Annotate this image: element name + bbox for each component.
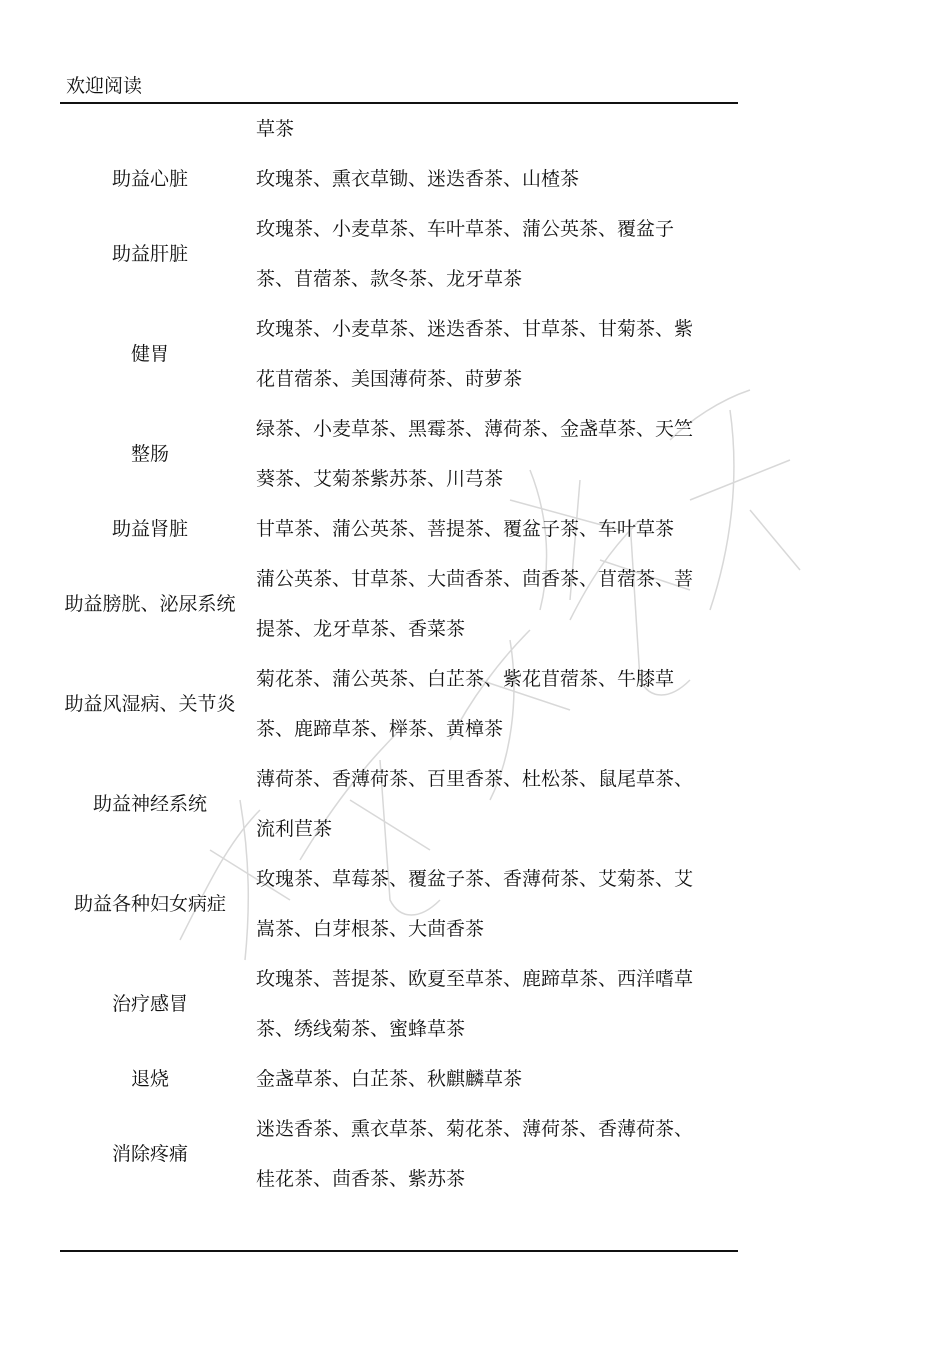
effect-cell — [60, 1104, 240, 1204]
table-row — [60, 854, 738, 954]
effect-cell — [60, 504, 240, 554]
teas-cell: 金盏草茶、白芷茶、秋麒麟草茶 — [256, 1068, 523, 1090]
table-row — [60, 954, 738, 1054]
effect-label: 退烧 — [130, 1068, 169, 1090]
effect-label: 消除疼痛 — [111, 1143, 188, 1165]
effect-cell — [60, 754, 240, 854]
teas-cell: 玫瑰茶、草莓茶、覆盆子茶、香薄荷茶、艾菊茶、艾嵩茶、白芽根茶、大茴香茶 — [256, 868, 694, 940]
teas-cell: 玫瑰茶、菩提茶、欧夏至草茶、鹿蹄草茶、西洋嗜草茶、绣线菊茶、蜜蜂草茶 — [256, 968, 694, 1040]
effect-label: 助益膀胱、泌尿系统 — [64, 593, 236, 615]
effect-cell — [60, 104, 240, 154]
effect-label: 助益肝脏 — [111, 243, 188, 265]
effect-label: 助益风湿病、关节炎 — [64, 693, 236, 715]
effect-label: 健胃 — [130, 343, 169, 365]
herbal-tea-table — [60, 104, 738, 1204]
teas-cell: 草茶 — [256, 118, 295, 140]
effect-label: 整肠 — [130, 443, 169, 465]
effect-cell — [60, 654, 240, 754]
table-row — [60, 404, 738, 504]
table-row — [60, 504, 738, 554]
effect-cell — [60, 1054, 240, 1104]
teas-cell: 玫瑰茶、小麦草茶、车叶草茶、蒲公英茶、覆盆子茶、苜蓿茶、款冬茶、龙牙草茶 — [256, 218, 675, 290]
table-row — [60, 104, 738, 154]
effect-label: 助益神经系统 — [92, 793, 207, 815]
page-header: 欢迎阅读 — [66, 75, 143, 97]
teas-cell: 蒲公英茶、甘草茶、大茴香茶、茴香茶、苜蓿茶、菩提茶、龙牙草茶、香菜茶 — [256, 568, 694, 640]
effect-cell — [60, 154, 240, 204]
teas-cell: 玫瑰茶、熏衣草锄、迷迭香茶、山楂茶 — [256, 168, 580, 190]
teas-cell: 薄荷茶、香薄荷茶、百里香茶、杜松茶、鼠尾草茶、流利苣茶 — [256, 768, 694, 840]
table-row — [60, 554, 738, 654]
effect-cell — [60, 854, 240, 954]
effect-label: 助益心脏 — [111, 168, 188, 190]
effect-cell — [60, 954, 240, 1054]
teas-cell: 绿茶、小麦草茶、黑霉茶、薄荷茶、金盏草茶、天竺葵茶、艾菊茶紫苏茶、川芎茶 — [256, 418, 694, 490]
effect-label: 助益各种妇女病症 — [73, 893, 226, 915]
table-row — [60, 154, 738, 204]
table-row — [60, 1054, 738, 1104]
teas-cell: 甘草茶、蒲公英茶、菩提茶、覆盆子茶、车叶草茶 — [256, 518, 675, 540]
effect-cell — [60, 304, 240, 404]
effect-cell — [60, 554, 240, 654]
teas-cell: 菊花茶、蒲公英茶、白芷茶、紫花苜蓿茶、牛膝草茶、鹿蹄草茶、榉茶、黄樟茶 — [256, 668, 675, 740]
table-row — [60, 1104, 738, 1204]
bottom-rule — [60, 1250, 738, 1252]
table-row — [60, 304, 738, 404]
teas-cell: 迷迭香茶、熏衣草茶、菊花茶、薄荷茶、香薄荷茶、桂花茶、茴香茶、紫苏茶 — [256, 1118, 694, 1190]
table-row — [60, 204, 738, 304]
table-row — [60, 754, 738, 854]
table-row — [60, 654, 738, 754]
effect-label: 助益肾脏 — [111, 518, 188, 540]
effect-cell — [60, 204, 240, 304]
effect-cell — [60, 404, 240, 504]
effect-label: 治疗感冒 — [111, 993, 188, 1015]
teas-cell: 玫瑰茶、小麦草茶、迷迭香茶、甘草茶、甘菊茶、紫花苜蓿茶、美国薄荷茶、莳萝茶 — [256, 318, 694, 390]
